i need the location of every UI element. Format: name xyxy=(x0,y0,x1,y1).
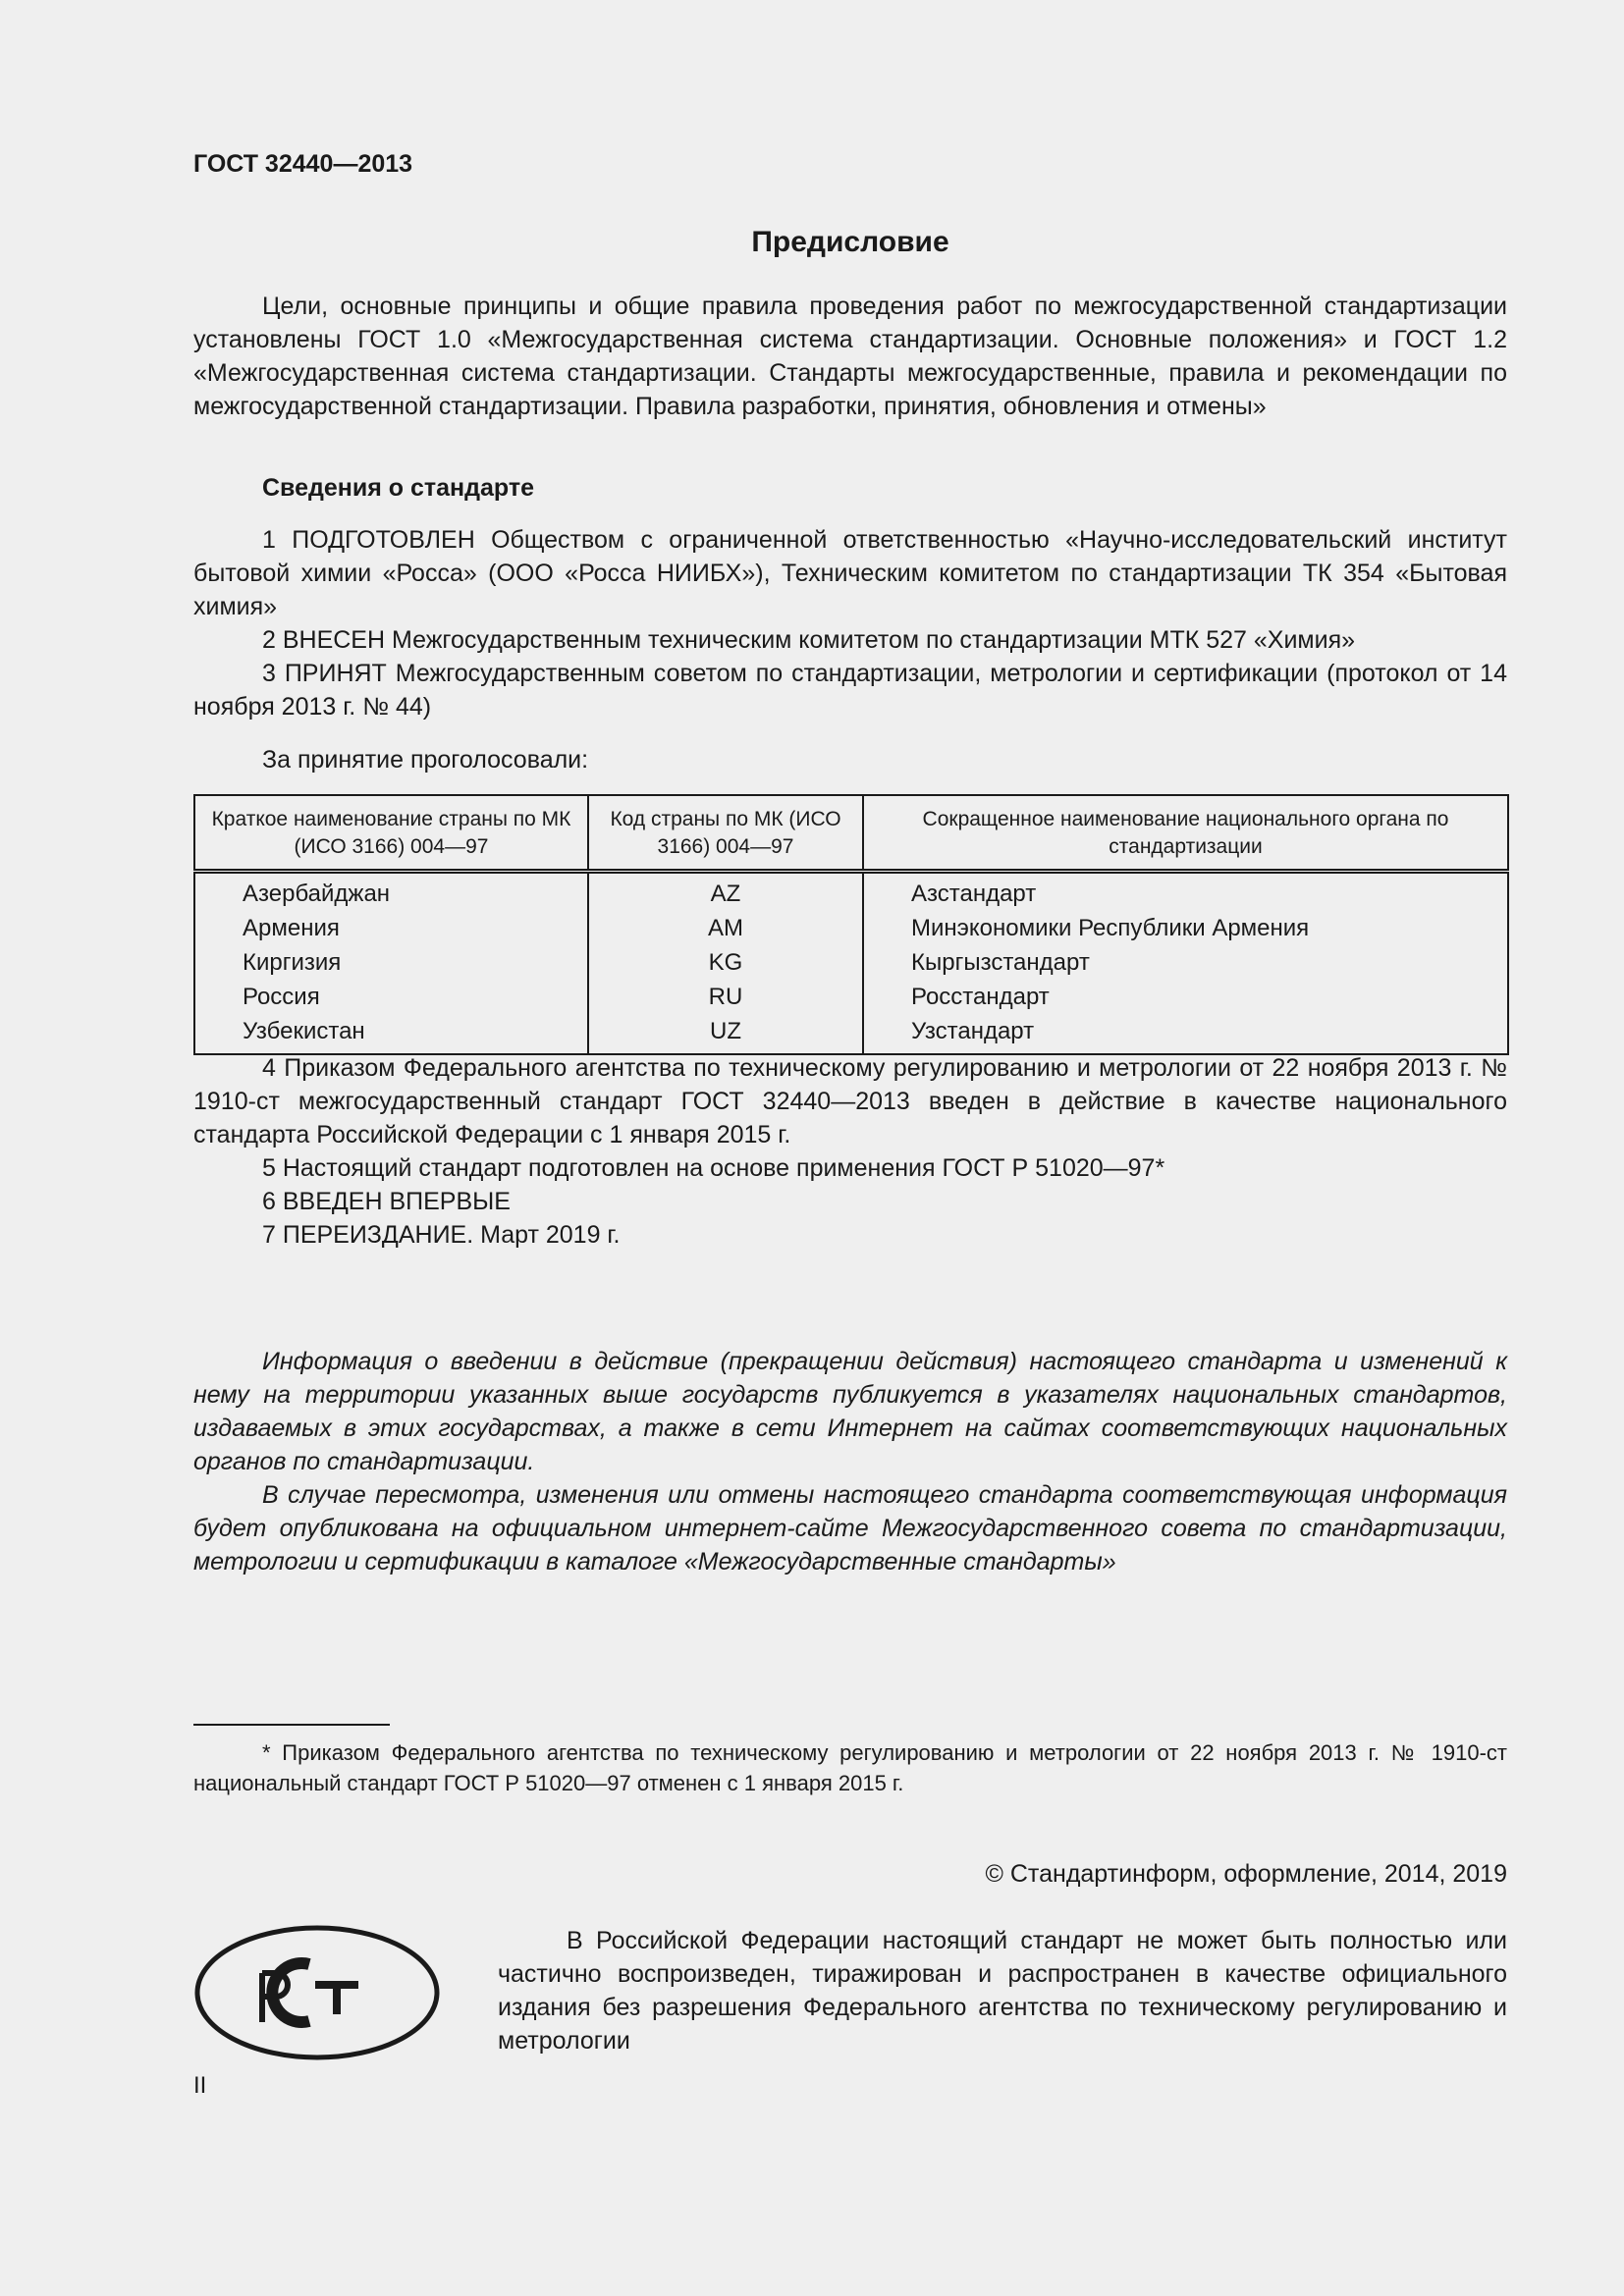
page-number: II xyxy=(193,2072,207,2099)
page-title: Предисловие xyxy=(751,226,949,258)
country-name: Россия xyxy=(243,984,320,1010)
table-row xyxy=(194,942,1508,977)
country-code: KG xyxy=(588,942,863,977)
country-name: Киргизия xyxy=(243,949,342,976)
item-order: 4 Приказом Федерального агентства по техническому регулированию и метрологии от 22 ноября 2013 г. № 1910-ст межгосударственный стандарт ГОСТ 32440—2013 введен в действие в качестве национального стандарта Российской Федерации с 1 января 2015 г. xyxy=(193,1054,1507,1148)
copyright: © Стандартинформ, оформление, 2014, 2019 xyxy=(985,1860,1507,1888)
footnote: * Приказом Федерального агентства по техническому регулированию и метрологии от 22 ноября 2013 г. № 1910-ст национальный стандарт ГОСТ Р 51020—97 отменен с 1 января 2015 г. xyxy=(193,1740,1507,1795)
item-prepared: 1 ПОДГОТОВЛЕН Обществом с ограниченной ответственностью «Научно-исследовательский институт бытовой химии «Росса» (ООО «Росса НИИБХ»), Техническим комитетом по стандартизации ТК 354 «Бытовая химия» xyxy=(193,526,1507,620)
notice-paragraph: Информация о введении в действие (прекращении действия) настоящего стандарта и изменений к нему на территории указанных выше государств публикуется в указателях национальных стандартов, издаваемых в этих государствах, а также в сети Интернет на сайтах соответствующих национальных органов по стандартизации. xyxy=(193,1348,1507,1475)
item-basis: 5 Настоящий стандарт подготовлен на основе применения ГОСТ Р 51020—97* xyxy=(262,1154,1165,1182)
footnote-rule xyxy=(193,1724,390,1726)
header-country-code: Код страны по МК (ИСО 3166) 004—97 xyxy=(588,795,863,872)
country-code: AZ xyxy=(588,872,863,909)
national-body: Азстандарт xyxy=(863,872,1508,909)
table-header-row xyxy=(194,795,1508,872)
pct-certification-logo-icon xyxy=(193,1924,441,2061)
national-body: Кыргызстандарт xyxy=(863,942,1508,977)
table-row xyxy=(194,908,1508,942)
country-name: Азербайджан xyxy=(243,881,391,907)
item-reissue: 7 ПЕРЕИЗДАНИЕ. Март 2019 г. xyxy=(262,1221,621,1249)
voting-table-wrap xyxy=(193,794,1507,1055)
table-row xyxy=(194,977,1508,1011)
intro-paragraph: Цели, основные принципы и общие правила проведения работ по межгосударственной стандартизации установлены ГОСТ 1.0 «Межгосударственная система стандартизации. Основные положения» и ГОСТ 1.2 «Межгосударственная система стандартизации. Стандарты межгосударственные, правила и рекомендации по межгосударственной стандартизации. Правила разработки, принятия, обновления и отмены» xyxy=(193,293,1507,420)
item-adopted: 3 ПРИНЯТ Межгосударственным советом по стандартизации, метрологии и сертификации (протокол от 14 ноября 2013 г. № 44) xyxy=(193,660,1507,721)
country-name: Армения xyxy=(243,915,340,941)
voted-label: За принятие проголосовали: xyxy=(262,746,589,774)
header-national-body: Сокращенное наименование национального органа по стандартизации xyxy=(863,795,1508,872)
national-body: Узстандарт xyxy=(863,1011,1508,1054)
rights-notice: В Российской Федерации настоящий стандарт не может быть полностью или частично воспроизведен, тиражирован и распространен в качестве официального издания без разрешения Федерального агентства по техническому регулированию и метрологии xyxy=(498,1927,1507,2055)
items-top xyxy=(193,523,1507,723)
table-row xyxy=(194,1011,1508,1054)
notice-paragraph: В случае пересмотра, изменения или отмены настоящего стандарта соответствующая информация будет опубликована на официальном интернет-сайте Межгосударственного совета по стандартизации, метрологии и сертификации в каталоге «Межгосударственные стандарты» xyxy=(193,1481,1507,1575)
notice-block xyxy=(193,1345,1507,1578)
header-country-name: Краткое наименование страны по МК (ИСО 3166) 004—97 xyxy=(194,795,588,872)
document-page xyxy=(193,0,1507,2296)
country-code: AM xyxy=(588,908,863,942)
items-bottom xyxy=(193,1051,1507,1252)
country-code: UZ xyxy=(588,1011,863,1054)
national-body: Минэкономики Республики Армения xyxy=(863,908,1508,942)
info-heading: Сведения о стандарте xyxy=(262,474,535,502)
standard-code: ГОСТ 32440—2013 xyxy=(193,150,413,178)
voting-table xyxy=(193,794,1509,1055)
item-introduced: 2 ВНЕСЕН Межгосударственным техническим комитетом по стандартизации МТК 527 «Химия» xyxy=(262,626,1356,654)
item-first-introduced: 6 ВВЕДЕН ВПЕРВЫЕ xyxy=(262,1188,511,1215)
table-row xyxy=(194,872,1508,909)
national-body: Росстандарт xyxy=(863,977,1508,1011)
country-name: Узбекистан xyxy=(243,1018,365,1044)
country-code: RU xyxy=(588,977,863,1011)
